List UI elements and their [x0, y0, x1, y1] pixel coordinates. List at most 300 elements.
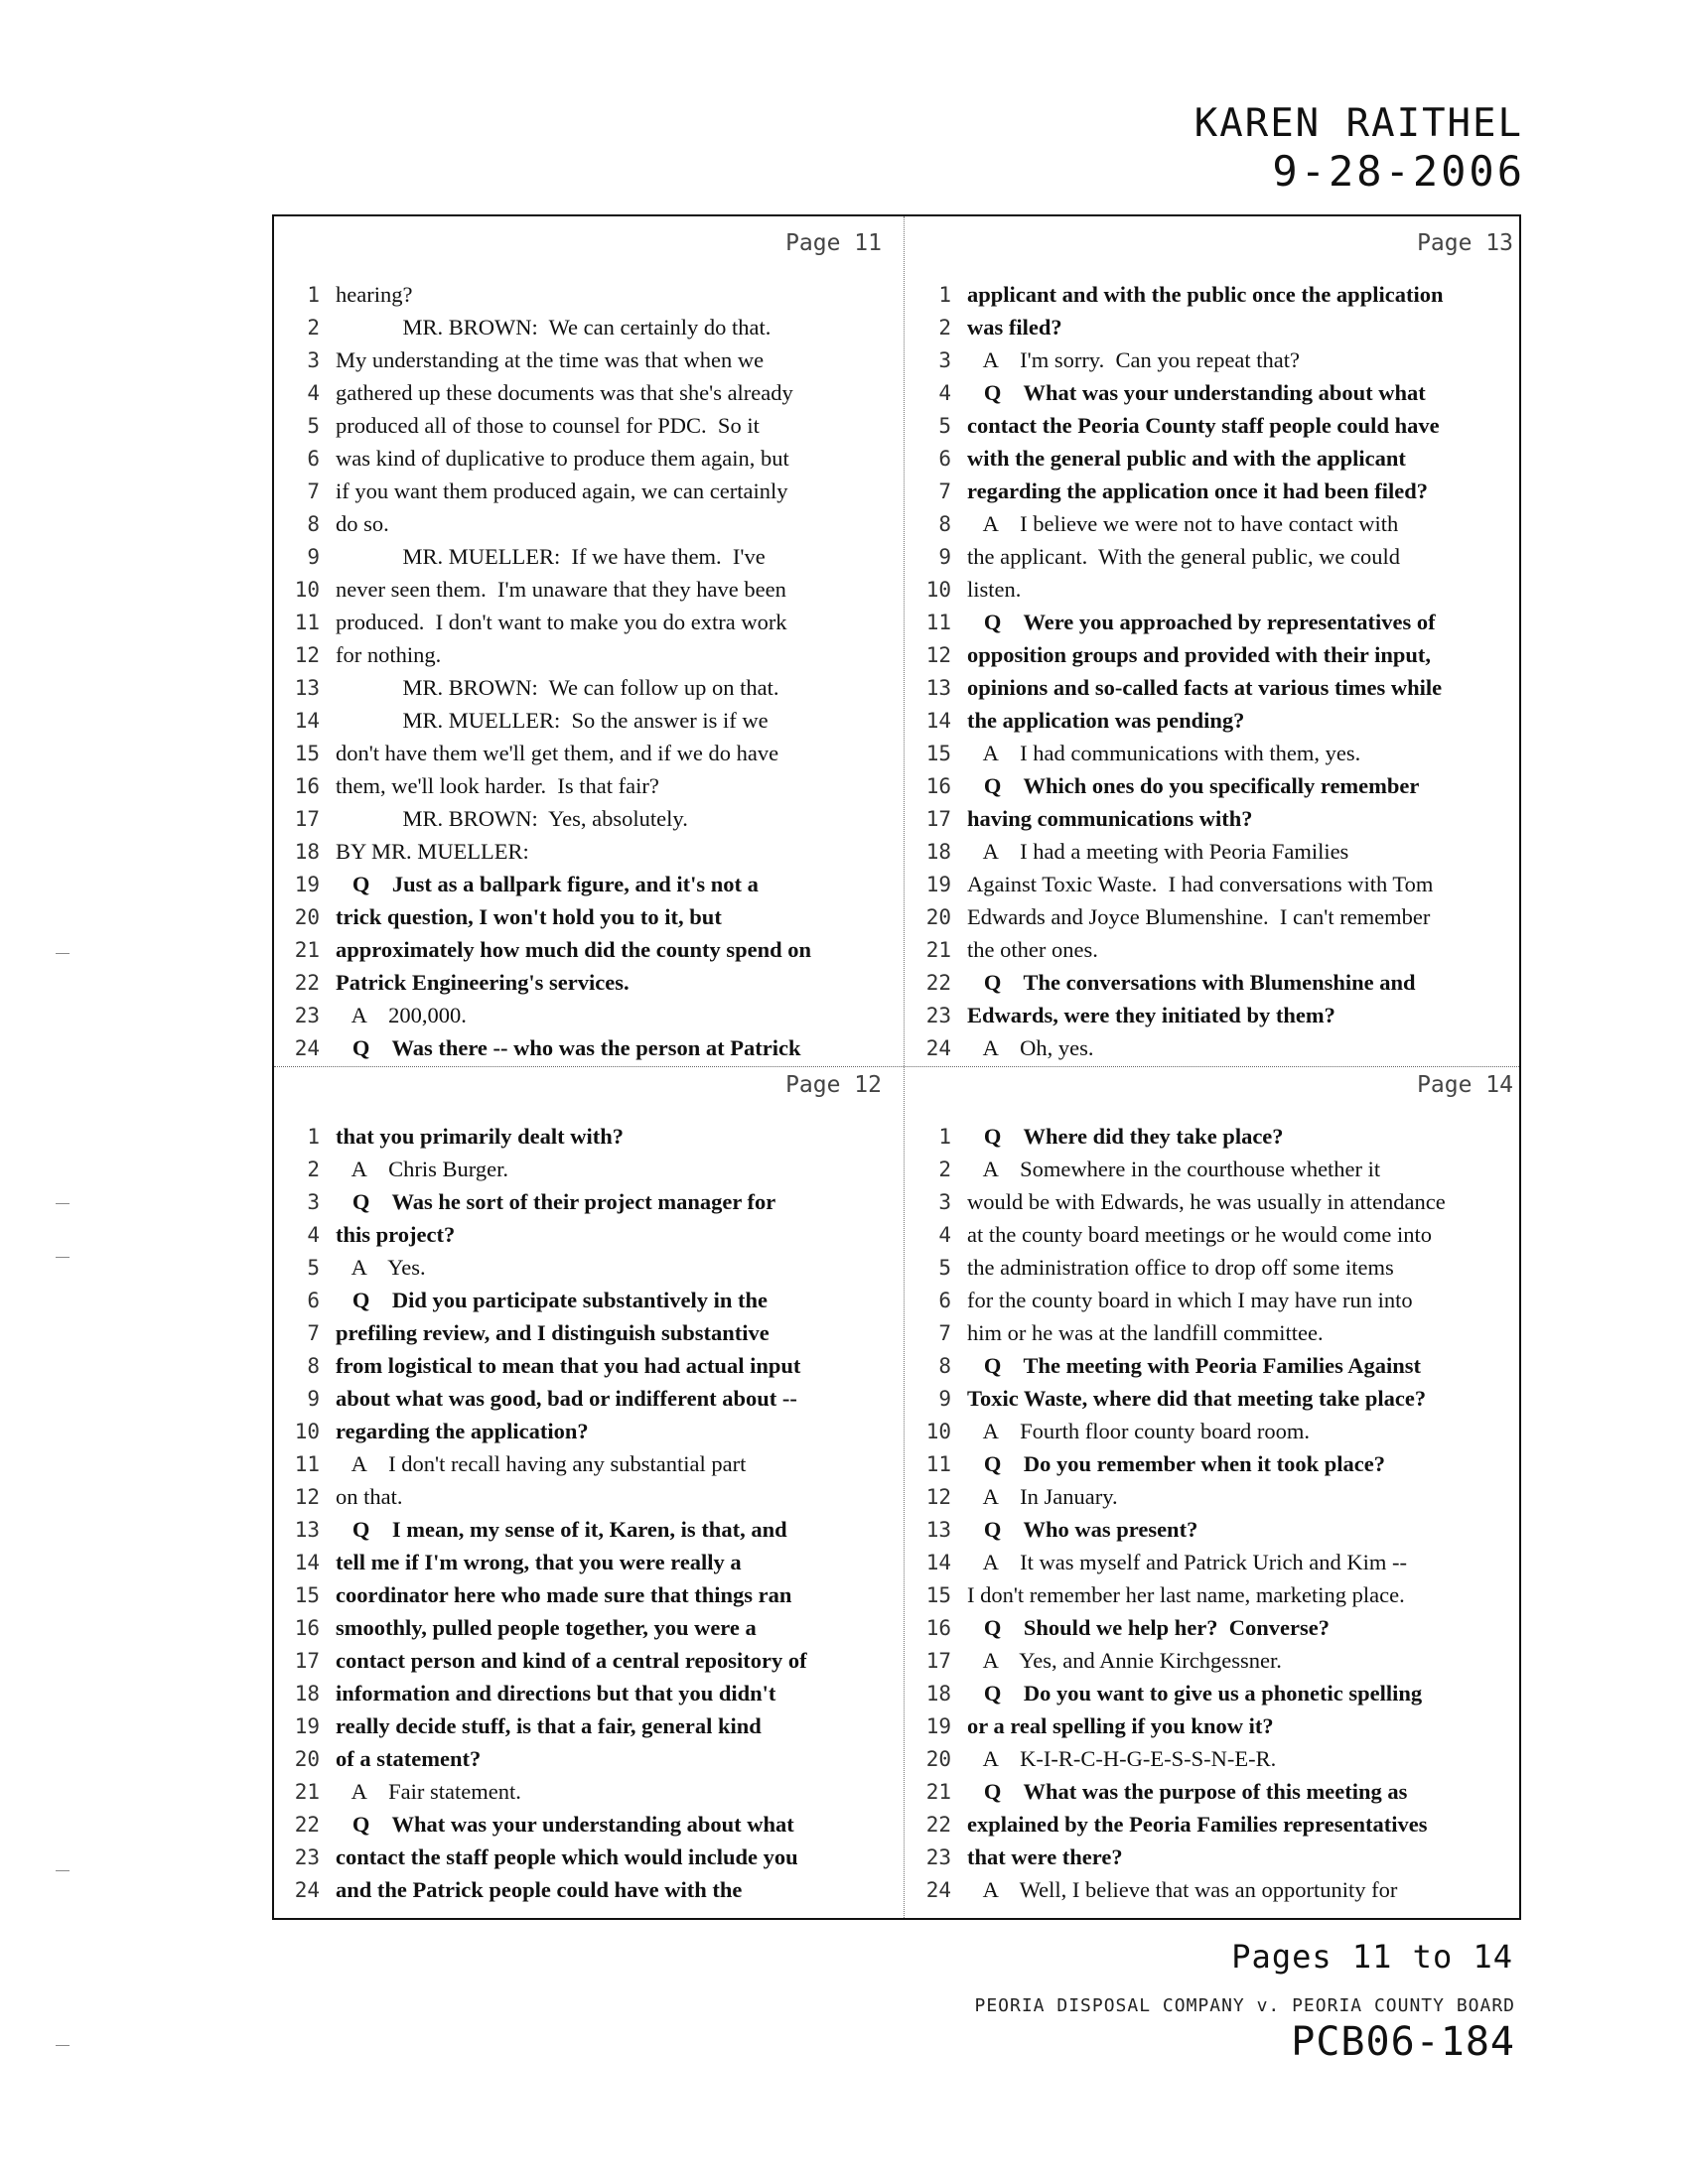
transcript-line — [906, 1873, 1521, 1906]
line-text: Q Do you want to give us a phonetic spelling — [967, 1680, 1423, 1706]
transcript-line — [906, 311, 1521, 343]
transcript-line — [906, 573, 1521, 606]
transcript-line — [906, 1644, 1521, 1677]
line-text: BY MR. MUELLER: — [336, 838, 529, 864]
line-number: 4 — [307, 1222, 320, 1247]
line-number: 5 — [307, 1255, 320, 1280]
line-number: 21 — [925, 1779, 951, 1804]
line-text: A I believe we were not to have contact with — [967, 510, 1399, 536]
line-number: 22 — [925, 1812, 951, 1837]
transcript-line — [274, 507, 890, 540]
line-text: the application was pending? — [967, 707, 1245, 733]
line-number: 14 — [294, 1550, 320, 1574]
line-number: 13 — [294, 1517, 320, 1542]
transcript-line — [274, 1611, 890, 1644]
line-number: 7 — [307, 478, 320, 503]
transcript-line — [906, 409, 1521, 442]
line-text: produced. I don't want to make you do extra work — [336, 609, 787, 634]
transcript-line — [906, 1349, 1521, 1382]
transcript-line — [274, 1415, 890, 1447]
line-text: opposition groups and provided with their input, — [967, 641, 1432, 667]
transcript-line — [906, 1546, 1521, 1578]
page-block-bottom-left — [274, 1072, 890, 1906]
line-number: 24 — [925, 1877, 951, 1902]
transcript-line — [274, 409, 890, 442]
line-number: 23 — [294, 1844, 320, 1869]
transcript-line — [906, 1120, 1521, 1153]
line-text: Q Should we help her? Converse? — [967, 1614, 1331, 1640]
transcript-line — [906, 1775, 1521, 1808]
page-number-label: Page 14 — [1417, 1072, 1513, 1098]
line-text: prefiling review, and I distinguish substantive — [336, 1319, 770, 1345]
transcript-line — [906, 343, 1521, 376]
transcript-line — [906, 1415, 1521, 1447]
line-number: 1 — [938, 282, 951, 307]
line-text: A Fourth floor county board room. — [967, 1418, 1310, 1443]
line-text: MR. BROWN: We can follow up on that. — [336, 674, 779, 700]
line-text: MR. BROWN: Yes, absolutely. — [336, 805, 688, 831]
line-text: Patrick Engineering's services. — [336, 969, 630, 995]
line-text: contact the staff people which would include you — [336, 1843, 798, 1869]
line-text: for the county board in which I may have run into — [967, 1287, 1413, 1312]
line-number: 12 — [294, 1484, 320, 1509]
transcript-line — [906, 1153, 1521, 1185]
line-number: 4 — [307, 380, 320, 405]
line-text: Q Did you participate substantively in the — [336, 1287, 769, 1312]
line-number: 6 — [938, 1288, 951, 1312]
transcript-line — [274, 1841, 890, 1873]
line-number: 15 — [294, 1582, 320, 1607]
transcript-line — [274, 868, 890, 900]
transcript-line — [906, 1185, 1521, 1218]
transcript-line — [274, 704, 890, 737]
page-block-bottom-right — [906, 1072, 1521, 1906]
line-text: this project? — [336, 1221, 456, 1247]
line-text: that were there? — [967, 1843, 1123, 1869]
line-number: 13 — [925, 1517, 951, 1542]
transcript-line — [906, 1513, 1521, 1546]
line-number: 5 — [938, 1255, 951, 1280]
transcript-line — [906, 1251, 1521, 1284]
margin-mark — [56, 1870, 70, 1871]
line-number: 3 — [938, 1189, 951, 1214]
line-text: about what was good, bad or indifferent about -- — [336, 1385, 797, 1411]
transcript-line — [906, 442, 1521, 475]
transcript-line — [906, 540, 1521, 573]
transcript-line — [906, 999, 1521, 1031]
transcript-line — [906, 1218, 1521, 1251]
line-text: approximately how much did the county spend on — [336, 936, 812, 962]
line-text: A K-I-R-C-H-G-E-S-S-N-E-R. — [967, 1745, 1277, 1771]
line-text: regarding the application? — [336, 1418, 589, 1443]
line-number: 12 — [925, 1484, 951, 1509]
line-number: 24 — [294, 1035, 320, 1060]
transcript-line — [906, 1611, 1521, 1644]
line-text: coordinator here who made sure that things ran — [336, 1581, 792, 1607]
transcript-line — [906, 606, 1521, 638]
line-text: the other ones. — [967, 936, 1098, 962]
line-number: 5 — [938, 413, 951, 438]
line-number: 1 — [307, 1124, 320, 1149]
line-text: hearing? — [336, 281, 413, 307]
transcript-line — [274, 835, 890, 868]
line-number: 18 — [294, 1681, 320, 1706]
line-text: opinions and so-called facts at various times while — [967, 674, 1443, 700]
line-text: applicant and with the public once the application — [967, 281, 1444, 307]
margin-mark — [56, 2045, 70, 2046]
line-number: 15 — [294, 741, 320, 765]
transcript-line — [274, 1742, 890, 1775]
witness-name: KAREN RAITHEL — [1193, 101, 1523, 146]
transcript-line — [274, 999, 890, 1031]
line-text: would be with Edwards, he was usually in attendance — [967, 1188, 1446, 1214]
line-text: A Chris Burger. — [336, 1156, 508, 1181]
case-caption: PEORIA DISPOSAL COMPANY v. PEORIA COUNTY BOARD — [974, 1995, 1515, 2016]
transcript-line — [274, 1349, 890, 1382]
transcript-line — [274, 1185, 890, 1218]
transcript-line — [274, 442, 890, 475]
line-text: A Well, I believe that was an opportunity for — [967, 1876, 1398, 1902]
transcript-line — [906, 835, 1521, 868]
line-text: for nothing. — [336, 641, 442, 667]
line-number: 8 — [938, 511, 951, 536]
line-number: 22 — [294, 1812, 320, 1837]
transcript-line — [906, 1742, 1521, 1775]
line-number: 7 — [307, 1320, 320, 1345]
line-number: 14 — [925, 708, 951, 733]
page-block-top-right — [906, 230, 1521, 1064]
line-number: 18 — [925, 1681, 951, 1706]
transcript-line — [906, 1031, 1521, 1064]
transcript-line — [906, 1677, 1521, 1709]
page-number-label: Page 13 — [1417, 230, 1513, 256]
line-number: 23 — [925, 1844, 951, 1869]
transcript-line — [906, 1447, 1521, 1480]
line-number: 19 — [925, 1713, 951, 1738]
line-number: 14 — [925, 1550, 951, 1574]
line-number: 7 — [938, 1320, 951, 1345]
line-number: 21 — [294, 937, 320, 962]
line-number: 10 — [294, 577, 320, 602]
line-number: 24 — [925, 1035, 951, 1060]
line-text: them, we'll look harder. Is that fair? — [336, 772, 659, 798]
line-text: I don't remember her last name, marketing place. — [967, 1581, 1405, 1607]
line-text: Edwards, were they initiated by them? — [967, 1002, 1335, 1027]
line-number: 15 — [925, 1582, 951, 1607]
transcript-line — [906, 1709, 1521, 1742]
transcript-line — [906, 1316, 1521, 1349]
line-text: was filed? — [967, 314, 1062, 340]
line-number: 11 — [925, 1451, 951, 1476]
line-text: Q Do you remember when it took place? — [967, 1450, 1386, 1476]
line-number: 10 — [294, 1419, 320, 1443]
line-number: 19 — [294, 1713, 320, 1738]
transcript-line — [274, 343, 890, 376]
line-text: Q The conversations with Blumenshine and — [967, 969, 1416, 995]
transcript-line — [906, 737, 1521, 769]
line-text: Q Who was present? — [967, 1516, 1198, 1542]
transcript-line — [906, 769, 1521, 802]
line-number: 16 — [294, 1615, 320, 1640]
transcript-line — [274, 376, 890, 409]
line-text: Q Just as a ballpark figure, and it's not a — [336, 871, 759, 896]
line-number: 18 — [294, 839, 320, 864]
line-text: if you want them produced again, we can certainly — [336, 478, 788, 503]
docket-number: PCB06-184 — [1291, 2019, 1515, 2065]
line-text: gathered up these documents was that she's already — [336, 379, 793, 405]
line-number: 15 — [925, 741, 951, 765]
transcript-line — [906, 278, 1521, 311]
transcript-line — [274, 1120, 890, 1153]
transcript-line — [274, 900, 890, 933]
transcript-line — [274, 1251, 890, 1284]
line-number: 6 — [307, 1288, 320, 1312]
transcript-line — [274, 573, 890, 606]
transcript-line — [274, 671, 890, 704]
line-text: A I had communications with them, yes. — [967, 740, 1361, 765]
transcript-line — [906, 1284, 1521, 1316]
transcript-line — [274, 1316, 890, 1349]
line-text: Q The meeting with Peoria Families Against — [967, 1352, 1422, 1378]
line-number: 24 — [294, 1877, 320, 1902]
line-text: explained by the Peoria Families representatives — [967, 1811, 1428, 1837]
line-text: tell me if I'm wrong, that you were really a — [336, 1549, 742, 1574]
line-text: never seen them. I'm unaware that they have been — [336, 576, 786, 602]
line-text: was kind of duplicative to produce them again, but — [336, 445, 789, 471]
pages-range: Pages 11 to 14 — [1231, 1938, 1513, 1976]
transcript-line — [906, 1480, 1521, 1513]
line-number: 17 — [925, 1648, 951, 1673]
line-text: Against Toxic Waste. I had conversations with Tom — [967, 871, 1434, 896]
line-text: on that. — [336, 1483, 403, 1509]
line-number: 20 — [925, 1746, 951, 1771]
line-text: from logistical to mean that you had actual input — [336, 1352, 801, 1378]
line-number: 9 — [938, 1386, 951, 1411]
line-text: MR. MUELLER: If we have them. I've — [336, 543, 766, 569]
line-number: 8 — [307, 511, 320, 536]
line-text: contact person and kind of a central repository of — [336, 1647, 807, 1673]
line-text: do so. — [336, 510, 389, 536]
line-number: 12 — [925, 642, 951, 667]
transcript-line — [274, 1677, 890, 1709]
line-number: 9 — [307, 544, 320, 569]
line-number: 7 — [938, 478, 951, 503]
line-number: 2 — [938, 315, 951, 340]
transcript-line — [274, 540, 890, 573]
transcript-line — [274, 1513, 890, 1546]
transcript-line — [274, 802, 890, 835]
line-number: 1 — [307, 282, 320, 307]
line-text: trick question, I won't hold you to it, but — [336, 903, 722, 929]
line-text: A In January. — [967, 1483, 1118, 1509]
transcript-line — [906, 704, 1521, 737]
transcript-frame — [272, 214, 1521, 1920]
vertical-divider — [904, 216, 905, 1918]
transcript-line — [274, 1284, 890, 1316]
line-text: MR. MUELLER: So the answer is if we — [336, 707, 769, 733]
line-text: the administration office to drop off some items — [967, 1254, 1394, 1280]
line-number: 17 — [925, 806, 951, 831]
transcript-line — [274, 1480, 890, 1513]
line-number: 10 — [925, 1419, 951, 1443]
line-text: Q Which ones do you specifically remember — [967, 772, 1420, 798]
line-number: 17 — [294, 1648, 320, 1673]
transcript-line — [906, 900, 1521, 933]
line-number: 2 — [307, 315, 320, 340]
line-number: 6 — [307, 446, 320, 471]
line-number: 2 — [307, 1157, 320, 1181]
line-text: really decide stuff, is that a fair, general kind — [336, 1712, 762, 1738]
transcript-line — [274, 606, 890, 638]
line-text: Q What was your understanding about what — [336, 1811, 794, 1837]
line-number: 6 — [938, 446, 951, 471]
transcript-line — [274, 1031, 890, 1064]
line-text: A I don't recall having any substantial part — [336, 1450, 747, 1476]
line-text: A Fair statement. — [336, 1778, 521, 1804]
line-number: 20 — [294, 1746, 320, 1771]
line-number: 5 — [307, 413, 320, 438]
line-text: information and directions but that you didn't — [336, 1680, 776, 1706]
line-number: 16 — [294, 773, 320, 798]
transcript-line — [274, 1447, 890, 1480]
line-number: 3 — [938, 347, 951, 372]
line-text: of a statement? — [336, 1745, 482, 1771]
line-text: at the county board meetings or he would come into — [967, 1221, 1433, 1247]
line-number: 8 — [307, 1353, 320, 1378]
line-number: 11 — [925, 610, 951, 634]
transcript-line — [274, 1218, 890, 1251]
transcript-line — [274, 1578, 890, 1611]
line-text: with the general public and with the applicant — [967, 445, 1406, 471]
page-number-label: Page 11 — [785, 230, 882, 256]
transcript-line — [906, 475, 1521, 507]
transcript-line — [906, 507, 1521, 540]
transcript-line — [906, 1382, 1521, 1415]
transcript-line — [906, 1841, 1521, 1873]
transcript-line — [274, 1709, 890, 1742]
line-text: A Yes, and Annie Kirchgessner. — [967, 1647, 1282, 1673]
line-number: 11 — [294, 610, 320, 634]
transcript-line — [906, 638, 1521, 671]
line-text: the applicant. With the general public, we could — [967, 543, 1401, 569]
line-number: 12 — [294, 642, 320, 667]
line-text: that you primarily dealt with? — [336, 1123, 624, 1149]
line-text: Q Where did they take place? — [967, 1123, 1284, 1149]
line-number: 8 — [938, 1353, 951, 1378]
line-text: A Oh, yes. — [967, 1034, 1094, 1060]
page-block-top-left — [274, 230, 890, 1064]
transcript-line — [274, 1546, 890, 1578]
transcript-line — [274, 1873, 890, 1906]
line-text: A Yes. — [336, 1254, 426, 1280]
transcript-line — [906, 933, 1521, 966]
line-text: Q Were you approached by representatives of — [967, 609, 1436, 634]
line-number: 14 — [294, 708, 320, 733]
line-number: 13 — [294, 675, 320, 700]
line-text: A 200,000. — [336, 1002, 467, 1027]
line-text: A Somewhere in the courthouse whether it — [967, 1156, 1381, 1181]
transcript-line — [906, 802, 1521, 835]
line-text: A I had a meeting with Peoria Families — [967, 838, 1349, 864]
line-number: 10 — [925, 577, 951, 602]
line-number: 20 — [294, 904, 320, 929]
line-text: Q Was he sort of their project manager for — [336, 1188, 776, 1214]
line-text: him or he was at the landfill committee. — [967, 1319, 1324, 1345]
line-text: having communications with? — [967, 805, 1253, 831]
line-text: listen. — [967, 576, 1022, 602]
line-number: 17 — [294, 806, 320, 831]
transcript-line — [906, 1808, 1521, 1841]
line-text: regarding the application once it had been filed? — [967, 478, 1428, 503]
line-text: and the Patrick people could have with the — [336, 1876, 743, 1902]
transcript-line — [274, 475, 890, 507]
transcript-line — [274, 278, 890, 311]
deposition-date: 9-28-2006 — [1272, 147, 1525, 196]
transcript-line — [274, 933, 890, 966]
transcript-line — [906, 671, 1521, 704]
line-number: 4 — [938, 380, 951, 405]
line-number: 4 — [938, 1222, 951, 1247]
transcript-line — [906, 376, 1521, 409]
line-number: 9 — [938, 544, 951, 569]
transcript-line — [274, 769, 890, 802]
line-number: 9 — [307, 1386, 320, 1411]
page-number-label: Page 12 — [785, 1072, 882, 1098]
transcript-line — [274, 1808, 890, 1841]
transcript-line — [274, 1382, 890, 1415]
line-number: 19 — [294, 872, 320, 896]
line-text: My understanding at the time was that when we — [336, 346, 765, 372]
line-text: MR. BROWN: We can certainly do that. — [336, 314, 772, 340]
line-number: 23 — [925, 1003, 951, 1027]
margin-mark — [56, 1257, 70, 1258]
transcript-line — [274, 1775, 890, 1808]
line-text: contact the Peoria County staff people could have — [967, 412, 1440, 438]
line-text: Q Was there -- who was the person at Patrick — [336, 1034, 801, 1060]
line-text: Q What was your understanding about what — [967, 379, 1426, 405]
line-text: produced all of those to counsel for PDC. So it — [336, 412, 760, 438]
line-number: 3 — [307, 347, 320, 372]
line-text: don't have them we'll get them, and if we do have — [336, 740, 779, 765]
line-text: A It was myself and Patrick Urich and Kim -- — [967, 1549, 1408, 1574]
line-text: Q I mean, my sense of it, Karen, is that, and — [336, 1516, 787, 1542]
line-number: 16 — [925, 1615, 951, 1640]
line-number: 11 — [294, 1451, 320, 1476]
transcript-line — [274, 737, 890, 769]
line-number: 22 — [294, 970, 320, 995]
line-number: 18 — [925, 839, 951, 864]
line-number: 16 — [925, 773, 951, 798]
transcript-line — [906, 1578, 1521, 1611]
transcript-line — [274, 966, 890, 999]
line-number: 21 — [925, 937, 951, 962]
line-number: 13 — [925, 675, 951, 700]
line-number: 3 — [307, 1189, 320, 1214]
transcript-line — [906, 966, 1521, 999]
line-text: or a real spelling if you know it? — [967, 1712, 1274, 1738]
line-number: 20 — [925, 904, 951, 929]
line-number: 1 — [938, 1124, 951, 1149]
transcript-line — [274, 311, 890, 343]
line-number: 23 — [294, 1003, 320, 1027]
line-text: A I'm sorry. Can you repeat that? — [967, 346, 1301, 372]
line-number: 2 — [938, 1157, 951, 1181]
line-number: 19 — [925, 872, 951, 896]
line-number: 22 — [925, 970, 951, 995]
margin-mark — [56, 1203, 70, 1204]
horizontal-divider — [274, 1066, 1519, 1067]
transcript-line — [906, 868, 1521, 900]
